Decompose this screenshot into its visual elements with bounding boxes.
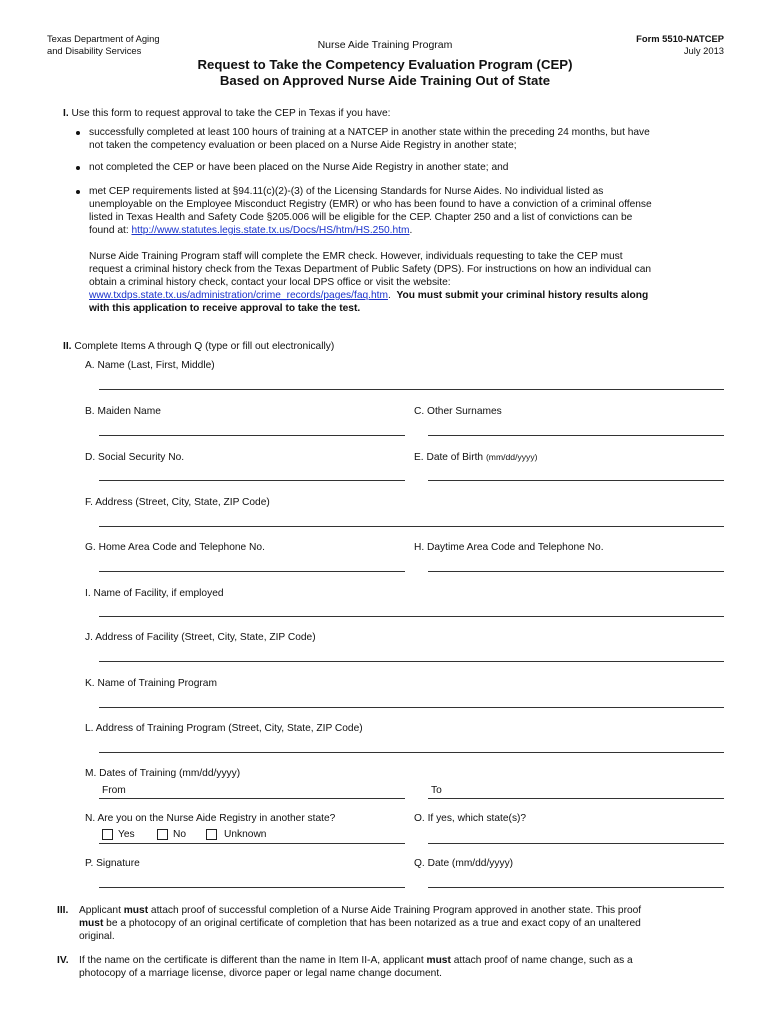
bullet-2: not completed the CEP or have been placed on the Nurse Aide Registry in another state; and (89, 162, 509, 173)
item-o-label: O. If yes, which state(s)? (414, 813, 527, 824)
item-l-program-address-field[interactable] (99, 752, 724, 753)
agency-line-2: and Disability Services (47, 45, 142, 56)
item-n-no-checkbox[interactable] (157, 829, 168, 840)
item-h-daytime-phone-field[interactable] (428, 571, 724, 572)
section-1-intro (63, 107, 391, 120)
section-3-must-2: must (79, 918, 104, 929)
item-m-to-label: To (431, 785, 442, 796)
bullet-1-line-2: not taken the competency evaluation or been placed on a Nurse Aide Registry in another state; (89, 140, 517, 151)
item-f-address-field[interactable] (99, 526, 724, 527)
item-q-date-field[interactable] (428, 887, 724, 888)
item-m-from-date-field[interactable] (99, 798, 405, 799)
section-4-line-1 (79, 954, 633, 967)
item-n-no-label: No (173, 829, 187, 840)
title-line-1: Request to Take the Competency Evaluation Program (CEP) (197, 57, 573, 72)
dps-faq-link[interactable]: www.txdps.state.tx.us/administration/crime_records/pages/faq.htm (89, 290, 388, 301)
section-1-number: I. (63, 108, 69, 119)
section-3-line-1-pre: Applicant (79, 905, 124, 916)
item-n-divider (99, 843, 405, 844)
title-line-2: Based on Approved Nurse Aide Training Out of State (219, 73, 551, 88)
section-1-intro-text: Use this form to request approval to take the CEP in Texas if you have: (71, 108, 391, 119)
form-date: July 2013 (683, 45, 724, 56)
item-g-home-phone-field[interactable] (99, 571, 405, 572)
section-3-line-3: original. (79, 931, 115, 942)
item-e-dob-field[interactable] (428, 480, 724, 481)
program-name: Nurse Aide Training Program (317, 39, 453, 51)
section-4-must: must (426, 955, 451, 966)
bullet-dot (76, 131, 80, 135)
section-2-number: II. (63, 341, 72, 352)
item-l-label: L. Address of Training Program (Street, City, State, ZIP Code) (85, 723, 363, 734)
bullet-1-line-1: successfully completed at least 100 hours of training at a NATCEP in another state within the preceding 24 months, but have (89, 127, 650, 138)
section-3-number (57, 904, 68, 917)
item-k-training-program-field[interactable] (99, 707, 724, 708)
bullet-3-line-4-text: found at: (89, 225, 132, 236)
criminal-history-paragraph (89, 250, 651, 315)
bullet-3 (89, 185, 652, 237)
item-k-label: K. Name of Training Program (85, 678, 217, 689)
criminal-history-notice-2: with this application to receive approval to take the test. (89, 303, 361, 314)
item-c-other-surnames-field[interactable] (428, 435, 724, 436)
section-2-intro (63, 340, 334, 353)
form-number: Form 5510-NATCEP (636, 33, 724, 44)
item-m-to-date-field[interactable] (428, 798, 724, 799)
criminal-history-notice: You must submit your criminal history results along (396, 290, 649, 301)
item-a-label: A. Name (Last, First, Middle) (85, 360, 215, 371)
paragraph-line-2: request a criminal history check from the Texas Department of Public Safety (DPS). For instructions on how an individual can (89, 264, 652, 275)
item-g-label: G. Home Area Code and Telephone No. (85, 542, 265, 553)
bullet-3-line-4-end: . (409, 225, 413, 236)
section-3-must: must (123, 905, 149, 916)
section-3-num: III. (57, 905, 69, 916)
section-4-line-1-post: attach proof of name change, such as a (450, 955, 633, 966)
section-3-line-1-post: attach proof of successful completion of a Nurse Aide Training Program approved in another state. This proof (148, 905, 642, 916)
section-3-line-2 (79, 917, 641, 930)
item-d-ssn-field[interactable] (99, 480, 405, 481)
item-j-label: J. Address of Facility (Street, City, State, ZIP Code) (85, 632, 316, 643)
item-h-label: H. Daytime Area Code and Telephone No. (414, 542, 604, 553)
item-p-signature-field[interactable] (99, 887, 405, 888)
section-3-line-1 (79, 904, 641, 917)
paragraph-line-3: obtain a criminal history check, contact your local DPS office or visit the website: (89, 277, 451, 288)
bullet-3-line-1: met CEP requirements listed at §94.11(c)(2)-(3) of the Licensing Standards for Nurse Aides. No individual listed as (89, 186, 604, 197)
section-3-line-2-post: be a photocopy of an original certificate of completion that has been notarized as a true and exact copy of an unaltered (103, 918, 641, 929)
section-4-number (57, 954, 69, 967)
item-n-yes-label: Yes (118, 829, 135, 840)
item-j-facility-address-field[interactable] (99, 661, 724, 662)
section-3-text (79, 904, 641, 943)
page-title (0, 57, 770, 89)
item-i-label: I. Name of Facility, if employed (85, 588, 224, 599)
item-o-states-field[interactable] (428, 843, 724, 844)
form-id (636, 33, 724, 57)
paragraph-line-4 (89, 289, 651, 302)
bullet-3-line-2: unemployable on the Employee Misconduct Registry (EMR) or who has been found to have a conviction of a criminal offense (89, 199, 652, 210)
section-2-intro-text: Complete Items A through Q (type or fill out electronically) (74, 341, 335, 352)
bullet-1 (89, 126, 650, 152)
item-a-name-field[interactable] (99, 389, 724, 390)
item-e-format-hint: (mm/dd/yyyy) (485, 452, 538, 462)
item-m-from-label: From (102, 785, 126, 796)
item-q-label: Q. Date (mm/dd/yyyy) (414, 858, 514, 869)
item-i-facility-name-field[interactable] (99, 616, 724, 617)
section-4-num: IV. (57, 955, 69, 966)
bullet-3-line-3: listed in Texas Health and Safety Code §205.006 will be eligible for the CEP. Chapter 250 and a list of convictions can be (89, 212, 633, 223)
bullet-dot (76, 166, 80, 170)
item-n-unknown-label: Unknown (224, 829, 267, 840)
section-4-line-1-pre: If the name on the certificate is different than the name in Item II-A, applicant (79, 955, 427, 966)
paragraph-line-4-period: . (387, 290, 391, 301)
paragraph-line-1: Nurse Aide Training Program staff will complete the EMR check. However, individuals requesting to take the CEP must (89, 251, 623, 262)
section-4-text (79, 954, 633, 980)
item-n-unknown-checkbox[interactable] (206, 829, 217, 840)
statutes-link[interactable]: http://www.statutes.legis.state.tx.us/Docs/HS/htm/HS.250.htm (131, 225, 410, 236)
item-f-label: F. Address (Street, City, State, ZIP Code) (85, 497, 270, 508)
item-e-label-text: E. Date of Birth (414, 452, 484, 463)
item-b-label: B. Maiden Name (85, 406, 161, 417)
item-p-label: P. Signature (85, 858, 140, 869)
item-n-label: N. Are you on the Nurse Aide Registry in another state? (85, 813, 336, 824)
item-n-yes-checkbox[interactable] (102, 829, 113, 840)
section-4-line-2: photocopy of a marriage license, divorce paper or legal name change document. (79, 968, 443, 979)
item-d-label: D. Social Security No. (85, 452, 185, 463)
bullet-3-line-4 (89, 224, 652, 237)
bullet-dot (76, 190, 80, 194)
item-e-label (414, 452, 538, 463)
item-c-label: C. Other Surnames (414, 406, 502, 417)
item-b-maiden-name-field[interactable] (99, 435, 405, 436)
agency-line-1: Texas Department of Aging (47, 33, 160, 44)
item-m-label: M. Dates of Training (mm/dd/yyyy) (85, 768, 241, 779)
